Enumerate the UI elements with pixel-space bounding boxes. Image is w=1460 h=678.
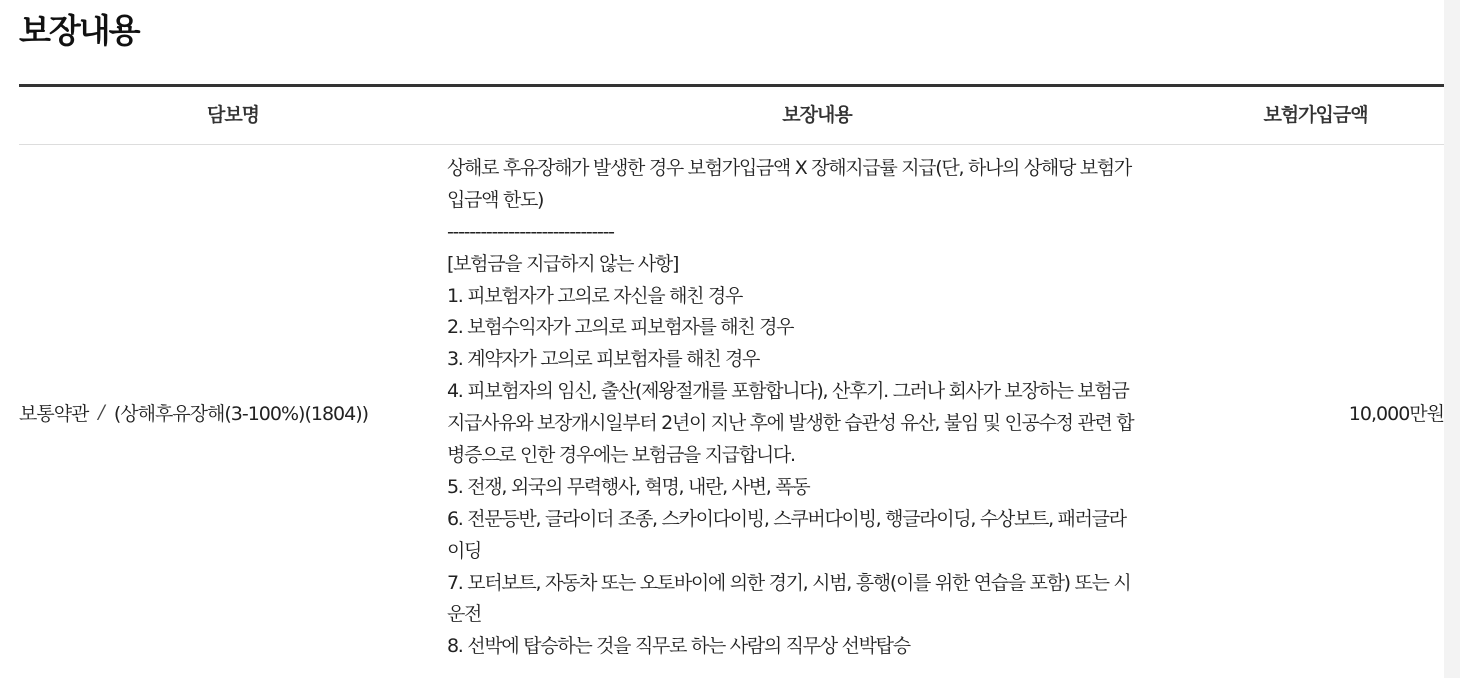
coverage-type: 보통약관 xyxy=(19,402,89,425)
content-line: 8. 선박에 탑승하는 것을 직무로 하는 사람의 직무상 선박탑승 xyxy=(447,635,910,658)
page-edge-strip xyxy=(1444,0,1460,678)
content-line: 5. 전쟁, 외국의 무력행사, 혁명, 내란, 사변, 폭동 xyxy=(447,475,810,498)
content-line: [보험금을 지급하지 않는 사항] xyxy=(447,252,679,275)
content-line: 지급사유와 보장개시일부터 2년이 지난 후에 발생한 습관성 유산, 불임 및 인공수정 관련 합 xyxy=(447,412,1134,435)
insured-amount-cell: 10,000만원 xyxy=(1348,402,1444,425)
header-coverage-content: 보장내용 xyxy=(782,104,852,126)
coverage-name-cell xyxy=(19,145,439,678)
coverage-table xyxy=(19,84,1444,678)
content-line: 병증으로 인한 경우에는 보험금을 지급합니다. xyxy=(447,444,795,467)
content-line: 7. 모터보트, 자동차 또는 오토바이에 의한 경기, 시범, 흥행(이를 위한 연습을 포함) 또는 시 xyxy=(447,571,1131,594)
table-header xyxy=(19,87,1444,145)
content-line: 4. 피보험자의 임신, 출산(제왕절개를 포함합니다), 산후기. 그러나 회사가 보장하는 보험금 xyxy=(447,380,1129,403)
coverage-content-cell xyxy=(447,153,1187,663)
content-line: 1. 피보험자가 고의로 자신을 해친 경우 xyxy=(447,284,743,307)
content-line: 상해로 후유장해가 발생한 경우 보험가입금액 X 장해지급률 지급(단, 하나의 상해당 보험가 xyxy=(447,157,1131,179)
coverage-detail: (상해후유장해(3-100%)(1804)) xyxy=(113,402,369,425)
header-coverage-name: 담보명 xyxy=(206,104,260,126)
content-line: 이딩 xyxy=(447,539,482,562)
content-line: 3. 계약자가 고의로 피보험자를 해친 경우 xyxy=(447,348,760,371)
section-title: 보장내용 xyxy=(19,11,139,50)
content-divider-line: ------------------------------ xyxy=(447,220,614,243)
content-line: 운전 xyxy=(447,603,482,626)
name-separator: / xyxy=(98,401,104,423)
content-line: 2. 보험수익자가 고의로 피보험자를 해친 경우 xyxy=(447,316,794,339)
content-line: 6. 전문등반, 글라이더 조종, 스카이다이빙, 스쿠버다이빙, 행글라이딩, 수상보트, 패러글라 xyxy=(447,507,1126,530)
table-row xyxy=(19,145,1444,678)
header-insured-amount: 보험가입금액 xyxy=(1263,104,1368,126)
content-line: 입금액 한도) xyxy=(447,188,544,211)
